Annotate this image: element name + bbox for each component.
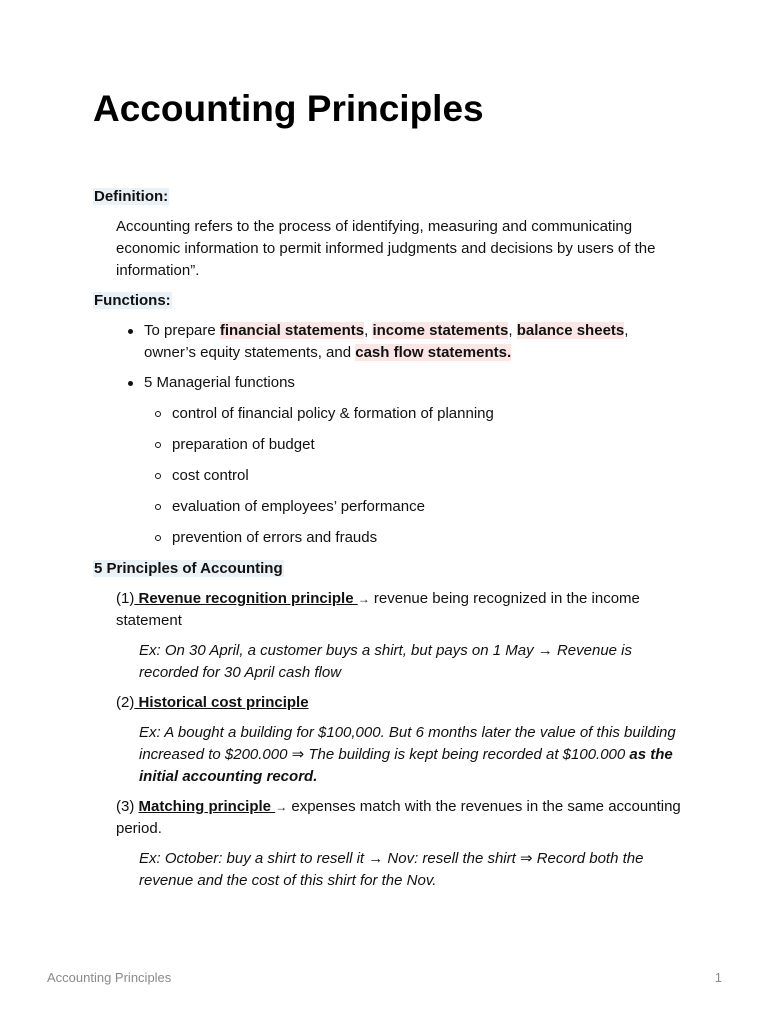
page-number: 1 <box>714 970 722 985</box>
definition-text: Accounting refers to the process of identifying, measuring and communicating economic information to permit informed judgments and decisions by users of the information”. <box>116 218 656 279</box>
functions-list <box>93 320 683 549</box>
highlighted-term: income statements <box>372 322 509 339</box>
footer-title: Accounting Principles <box>47 970 172 985</box>
principle-matching: (3) Matching principle → expenses match with the revenues in the same accounting period. <box>116 798 681 837</box>
page-title: Accounting Principles <box>93 88 484 129</box>
sublist-item: preparation of budget <box>172 434 683 456</box>
sublist-item: evaluation of employees’ performance <box>172 496 683 518</box>
principles-heading: 5 Principles of Accounting <box>94 560 283 577</box>
highlighted-term: balance sheets <box>516 322 625 339</box>
arrow-icon: → <box>275 800 288 814</box>
sublist-item: prevention of errors and frauds <box>172 527 683 549</box>
managerial-functions-sublist <box>144 403 683 549</box>
principle-historical-cost: (2) Historical cost principle <box>116 694 309 711</box>
example-text: Ex: October: buy a shirt to resell it → Nov: resell the shirt ⇒ Record both the revenue and the cost of this shirt for the Nov. <box>139 850 644 889</box>
list-item <box>144 372 683 549</box>
highlighted-term: financial statements <box>219 322 365 339</box>
example-text: Ex: A bought a building for $100,000. But 6 months later the value of this building increased to $200.000 ⇒ The building is kept being recorded at $100.000 as the initial accounting record. <box>139 724 676 785</box>
sublist-item: control of financial policy & formation of planning <box>172 403 683 425</box>
principle-name: Revenue recognition principle <box>134 590 358 607</box>
principle-name: Historical cost principle <box>134 694 309 711</box>
example-text: Ex: On 30 April, a customer buys a shirt, but pays on 1 May → Revenue is recorded for 30 April cash flow <box>139 642 633 681</box>
managerial-functions-label: 5 Managerial functions <box>144 374 295 391</box>
sublist-item: cost control <box>172 465 683 487</box>
arrow-icon: → <box>357 592 370 606</box>
highlighted-term: cash flow statements. <box>355 344 512 361</box>
principle-name: Matching principle <box>138 798 276 815</box>
definition-heading: Definition: <box>94 188 169 205</box>
document-body <box>93 186 683 900</box>
principle-revenue-recognition: (1) Revenue recognition principle → revenue being recognized in the income statement <box>116 590 640 629</box>
functions-heading: Functions: <box>94 292 171 309</box>
list-item: To prepare financial statements, income statements, balance sheets, owner’s equity statements, and cash flow statements. <box>144 320 683 364</box>
